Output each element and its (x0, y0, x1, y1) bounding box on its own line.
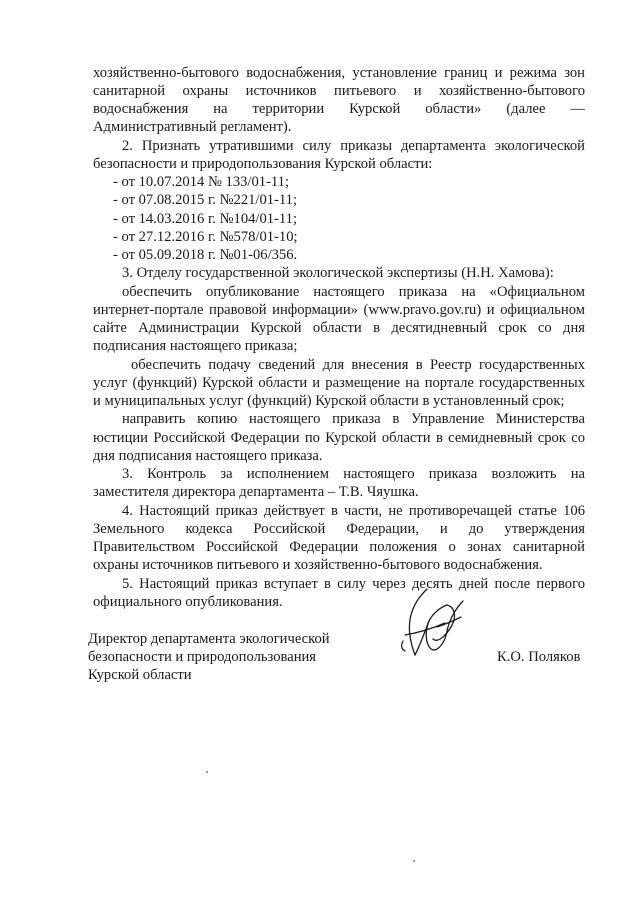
paragraph-control-start: 3. Контроль за исполнением настоящего приказа возложить на (122, 466, 585, 482)
text-line: обеспечить опубликование настоящего приказа на «Официальном (122, 284, 585, 300)
signatory-position: безопасности и природопользования (88, 649, 317, 665)
paragraph-3-start: 3. Отделу государственной экологической экспертизы (Н.Н. Хамова): (122, 265, 554, 281)
text-line: заместителя директора департамента – Т.В. Чяушка. (93, 484, 419, 500)
text-line: дня подписания настоящего приказа. (93, 448, 323, 464)
text-line: хозяйственно-бытового водоснабжения, установление границ и режима зон (93, 65, 585, 81)
text-line: водоснабжения на территории Курской области» (далее — (93, 101, 585, 117)
list-item: - от 14.03.2016 г. №104/01-11; (113, 211, 298, 227)
text-line: официального опубликования. (93, 594, 283, 610)
text-line: Земельного кодекса Российской Федерации, и до утверждения (93, 521, 585, 537)
text-line: юстиции Российской Федерации по Курской области в семидневный срок со (93, 430, 585, 446)
handwritten-signature (385, 583, 475, 663)
text-line: направить копию настоящего приказа в Управление Министерства (122, 411, 585, 427)
signatory-name: К.О. Поляков (497, 649, 581, 665)
text-line: подписания настоящего приказа; (93, 338, 298, 354)
signatory-position: Курской области (88, 667, 192, 683)
text-line: охраны источников питьевого и хозяйственно-бытового водоснабжения. (93, 557, 543, 573)
scan-speck (206, 771, 208, 773)
text-line: безопасности и природопользования Курской области: (93, 156, 433, 172)
text-line: интернет-портале правовой информации» (www.pravo.gov.ru) и официальном (93, 302, 585, 318)
list-item: - от 10.07.2014 № 133/01-11; (113, 174, 290, 190)
list-item: - от 07.08.2015 г. №221/01-11; (113, 192, 298, 208)
scan-speck (413, 860, 415, 862)
text-line: Административный регламент). (93, 119, 292, 135)
paragraph-2-start: 2. Признать утратившими силу приказы департамента экологической (122, 138, 585, 154)
list-item: - от 27.12.2016 г. №578/01-10; (113, 229, 298, 245)
signatory-position: Директор департамента экологической (88, 631, 330, 647)
paragraph-4-start: 4. Настоящий приказ действует в части, не противоречащей статье 106 (122, 503, 585, 519)
text-line: и муниципальных услуг (функций) Курской области в установленный срок; (93, 393, 565, 409)
text-line: Правительством Российской Федерации положения о зонах санитарной (93, 539, 585, 555)
list-item: - от 05.09.2018 г. №01-06/356. (113, 247, 298, 263)
text-line: обеспечить подачу сведений для внесения в Реестр государственных (131, 357, 585, 373)
text-line: сайте Администрации Курской области в десятидневный срок со дня (93, 320, 585, 336)
text-line: санитарной охраны источников питьевого и хозяйственно-бытового (93, 83, 585, 99)
text-line: услуг (функций) Курской области и размещение на портале государственных (93, 375, 585, 391)
paragraph-5-start: 5. Настоящий приказ вступает в силу через десять дней после первого (122, 576, 585, 592)
